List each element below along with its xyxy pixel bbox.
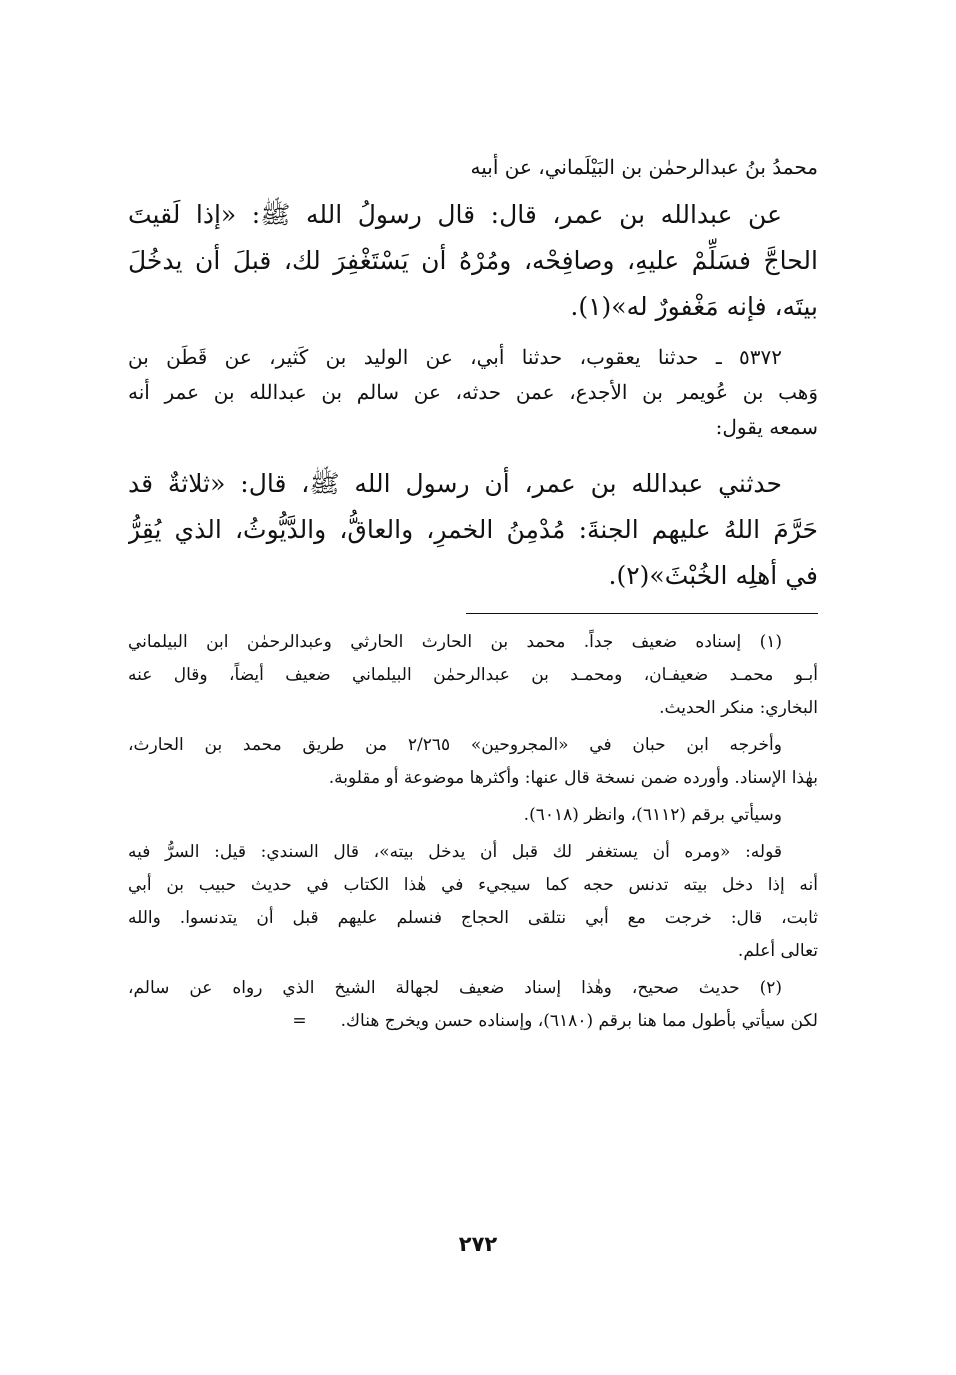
footnote-line: تعالى أعلم. <box>737 941 818 961</box>
page-number: ٢٧٢ <box>458 1232 498 1256</box>
footnote-line: ثابت، قال: خرجت مع أبي نتلقى الحجاج فنسلم عليهم قبل أن يتدنسوا. والله <box>128 908 818 928</box>
footnote-line: أنه إذا دخل بيته تدنس حجه كما سيجيء في هٰذا الكتاب في حديث حبيب بن أبي <box>128 875 818 895</box>
footnote-divider <box>466 613 818 614</box>
footnote-line: بهٰذا الإسناد. وأورده ضمن نسخة قال عنها: وأكثرها موضوعة أو مقلوبة. <box>328 768 818 788</box>
footnote-line: وسيأتي برقم (٦١١٢)، وانظر (٦٠١٨). <box>523 805 782 825</box>
footnote-1 <box>128 626 818 725</box>
hadith-1-line: الحاجَّ فسَلِّمْ عليهِ، وصافِحْه، ومُرْهُ أن يَسْتَغْفِرَ لك، قبلَ أن يدخُلَ <box>128 246 818 275</box>
isnad-5372 <box>128 340 818 445</box>
footnote-2 <box>128 972 818 1038</box>
footnote-line: (١) إسناده ضعيف جداً. محمد بن الحارث الحارثي وعبدالرحمٰن ابن البيلماني <box>128 632 782 652</box>
footnote-line: أبـو محمـد ضعيفـان، ومحمـد بن عبدالرحمٰن البيلماني ضعيف أيضاً، وقال عنه <box>128 665 818 685</box>
footnote-1-cross-ref <box>128 799 818 832</box>
footnote-1-commentary <box>128 836 818 968</box>
hadith-2 <box>128 461 818 599</box>
continuation-mark: = <box>292 1011 307 1031</box>
hadith-1 <box>128 192 818 330</box>
footnote-line: البخاري: منكر الحديث. <box>659 698 818 718</box>
hadith-2-line: حَرَّمَ اللهُ عليهم الجنةَ: مُدْمِنُ الخمرِ، والعاقُّ، والدَّيُّوثُ، الذي يُقِرُّ <box>128 515 818 544</box>
footnote-line: (٢) حديث صحيح، وهٰذا إسناد ضعيف لجهالة الشيخ الذي رواه عن سالم، <box>128 978 782 998</box>
footnote-line: وأخرجه ابن حبان في «المجروحين» ٢/٢٦٥ من طريق محمد بن الحارث، <box>128 735 782 755</box>
isnad-line: ٥٣٧٢ ـ حدثنا يعقوب، حدثنا أبي، عن الوليد بن كَثير، عن قَطَن بن <box>128 345 782 369</box>
hadith-2-line: في أهلِه الخُبْثَ»(٢). <box>608 561 818 590</box>
header-line: محمدُ بنُ عبدالرحمٰن بن البَيْلَماني، عن أبيه <box>470 155 818 179</box>
footnote-1-source <box>128 729 818 795</box>
page-body <box>128 150 818 1042</box>
footnote-line: قوله: «ومره أن يستغفر لك قبل أن يدخل بيته»، قال السندي: قيل: السرُّ فيه <box>128 842 782 862</box>
footnote-2-text: لكن سيأتي بأطول مما هنا برقم (٦١٨٠)، وإسناده حسن ويخرج هناك. <box>340 1011 818 1031</box>
hadith-1-line: عن عبدالله بن عمر، قال: قال رسولُ الله ﷺ: «إذا لَقيتَ <box>128 200 782 229</box>
footnote-line <box>128 1005 818 1038</box>
hadith-1-line: بيتَه، فإنه مَغْفورٌ له»(١). <box>570 292 818 321</box>
isnad-line: سمعه يقول: <box>715 415 818 439</box>
isnad-line: وَهب بن عُويمر بن الأجدع، عمن حدثه، عن سالم بن عبدالله بن عمر أنه <box>128 380 818 404</box>
hadith-2-line: حدثني عبدالله بن عمر، أن رسول الله ﷺ، قال: «ثلاثةٌ قد <box>128 469 782 498</box>
